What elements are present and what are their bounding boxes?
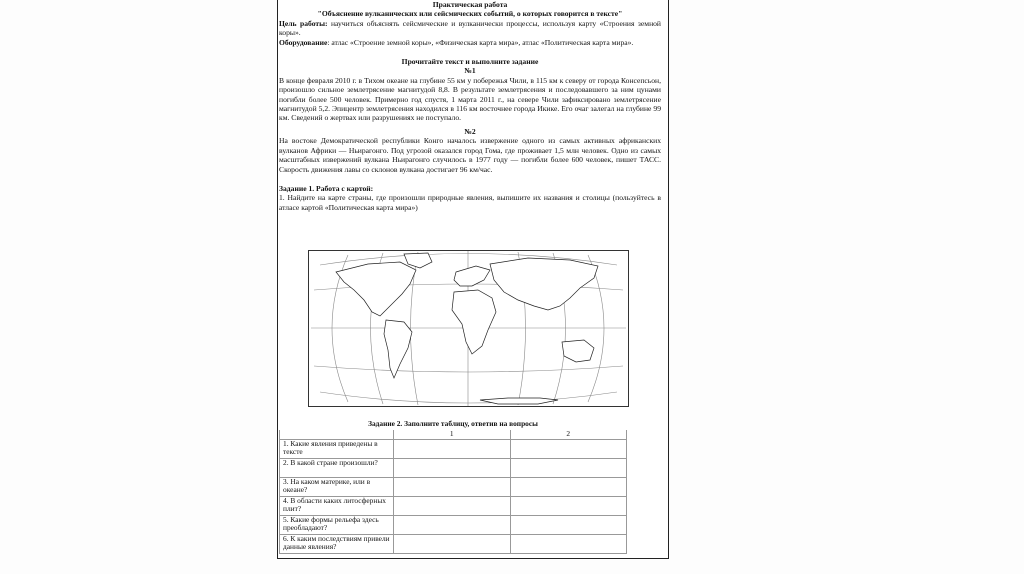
answer-cell[interactable] [394,439,511,458]
world-map-image [308,250,629,407]
goal-text: научиться объяснять сейсмические и вулканически процессы, используя карту «Строения земной коры». [279,18,661,38]
answer-table [279,420,627,554]
column-header-1: 1 [394,430,511,439]
instructions-title: Прочитайте текст и выполните задание [401,57,539,67]
question-cell: 1. Какие явления приведены в тексте [280,439,394,458]
question-cell: 6. К каким последствиям привели данные явления? [280,534,394,553]
question-cell: 2. В какой стране произошли? [280,458,394,477]
table-corner-cell [280,430,394,439]
question-cell: 4. В области каких литосферных плит? [280,496,394,515]
table-row [280,477,627,496]
answer-cell[interactable] [394,534,511,553]
answer-cell[interactable] [510,534,627,553]
equipment-text: : атлас «Строение земной коры», «Физическая карта мира», атлас «Политическая карта мира». [327,37,634,47]
answer-cell[interactable] [394,515,511,534]
table-row [280,458,627,477]
table-row [280,496,627,515]
answer-cell[interactable] [510,515,627,534]
answer-cell[interactable] [510,439,627,458]
doc-title: Практическая работа [432,0,508,9]
answer-cell[interactable] [394,458,511,477]
text2-number: №2 [464,126,476,136]
text2-paragraph: На востоке Демократической республики Конго началось извержение одного из самых активных африканских вулканов Африки — Ньирагонго. Под угрозой оказался город Гома, где проживает 1,5 млн человек. Одно из самых масштабных извержений вулкана Ньирагонго случилось в 1977 году — погибли более 600 человек, пишет ТАСС. Скорость движения лавы со склонов вулкана достигает 96 км/час. [279,136,661,174]
task2-title: Задание 2. Заполните таблицу, ответив на вопросы [368,419,538,428]
table-row [280,515,627,534]
answer-cell[interactable] [394,496,511,515]
table-row [280,534,627,553]
equipment-label: Оборудование [279,37,328,47]
column-header-2: 2 [510,430,627,439]
equipment-paragraph [279,38,661,47]
goal-label: Цель работы: [279,18,328,28]
answer-cell[interactable] [510,477,627,496]
doc-subtitle: "Объяснение вулканических или сейсмических событий, о которых говорится в тексте" [317,9,623,19]
text1-paragraph: В конце февраля 2010 г. в Тихом океане на глубине 55 км у побережья Чили, в 115 км к северу от города Консепсьон, произошло сильное землетрясение магнитудой 8,8. В результате землетрясения и последовавшего за ним цунами погибли более 500 человек. Примерно год спустя, 1 марта 2011 г., на севере Чили зафиксировано землетрясение магнитудой 5,2. Эпицентр землетрясения находился в 116 км восточнее города Икике. Его очаг залегал на глубине 99 км. Сведений о жертвах или разрушениях не поступало. [279,75,661,123]
answer-cell[interactable] [510,458,627,477]
task1-text: 1. Найдите на карте страны, где произошли природные явления, выпишите их названия и столицы (пользуйтесь в атласе картой «Политическая карта мира») [279,193,661,212]
question-cell: 5. Какие формы рельефа здесь преобладают? [280,515,394,534]
document-body [279,0,661,212]
answer-cell[interactable] [510,496,627,515]
table-row [280,439,627,458]
answer-cell[interactable] [394,477,511,496]
goal-paragraph [279,19,661,38]
task1-title: Задание 1. Работа с картой: [279,183,374,193]
question-cell: 3. На каком материке, или в океане? [280,477,394,496]
text1-number: №1 [464,66,476,76]
